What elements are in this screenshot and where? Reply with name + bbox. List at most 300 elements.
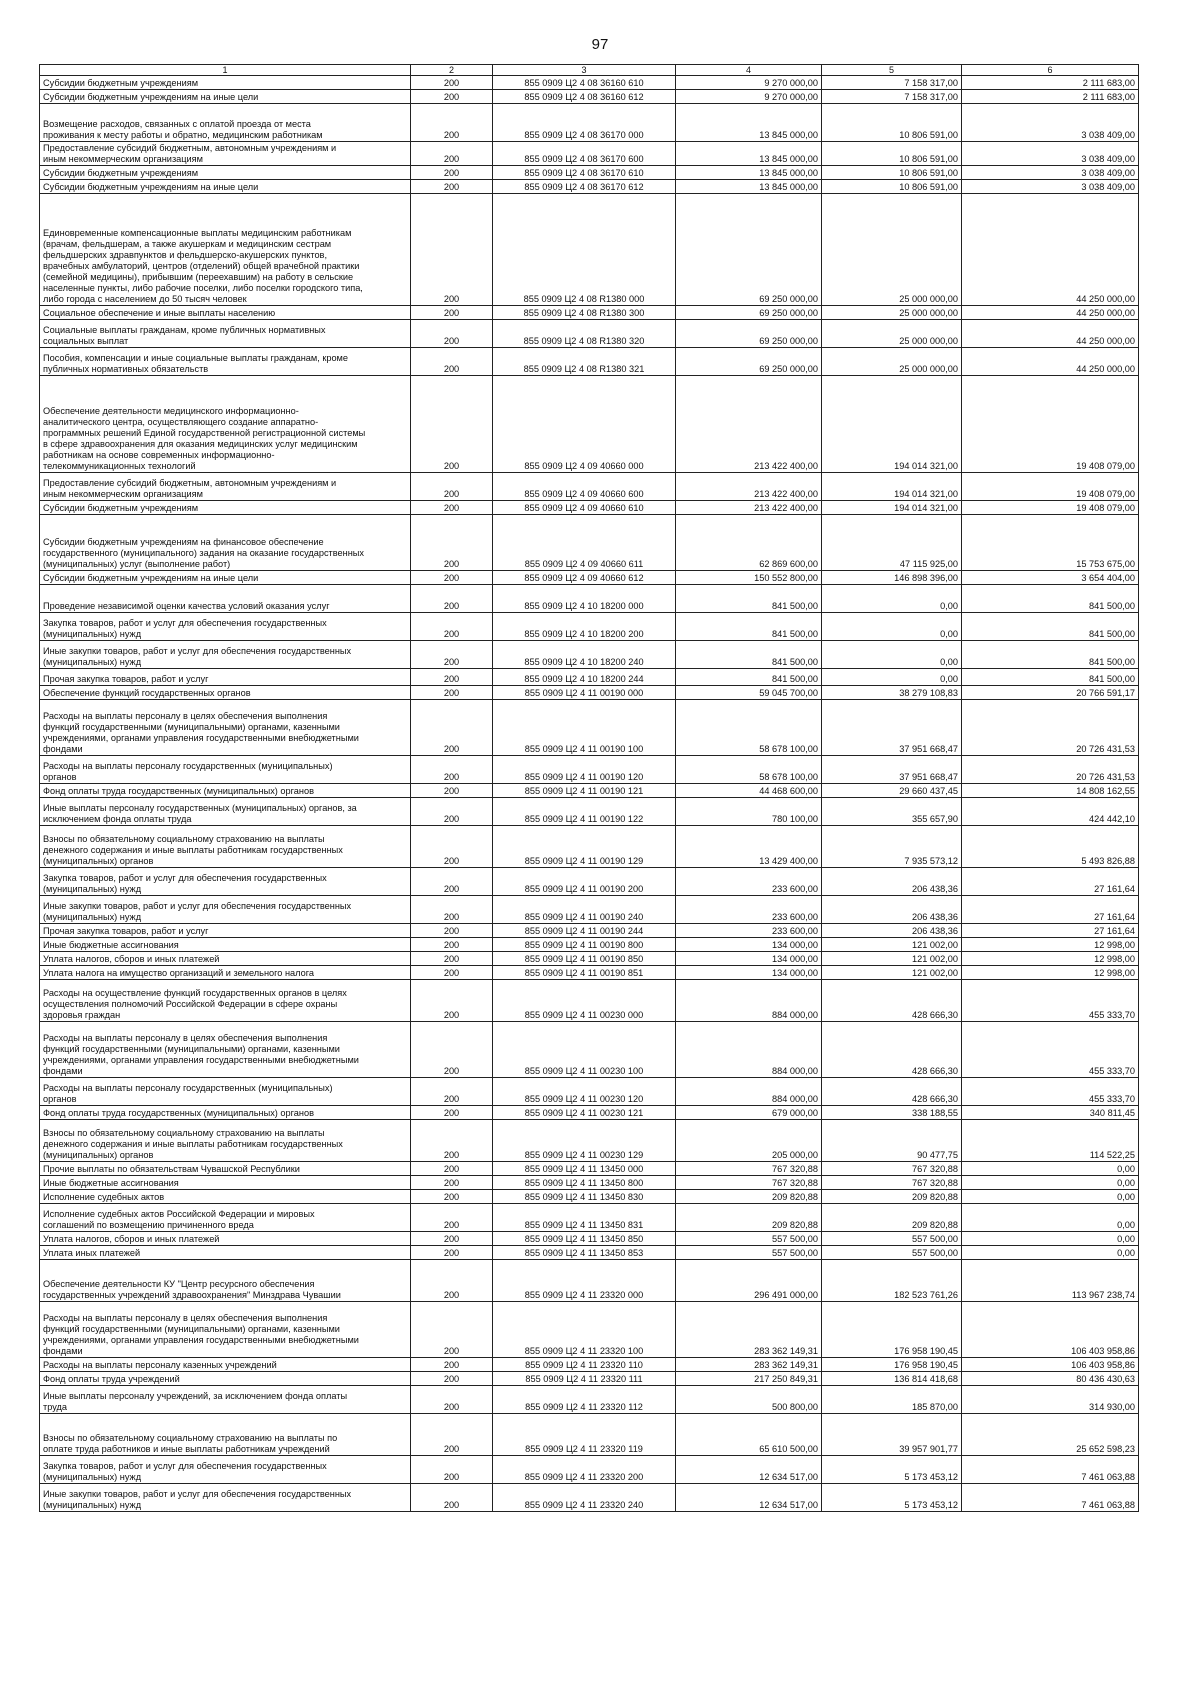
row-name-cell: Субсидии бюджетным учреждениям на финансовое обеспечение государственного (муниципального) задания на оказание государственных (муниципальных) услуг (выполнение работ) <box>40 515 411 571</box>
row-column2-cell: 200 <box>411 142 493 166</box>
row-column5-cell: 136 814 418,68 <box>822 1372 962 1386</box>
row-column6-cell: 424 442,10 <box>962 798 1139 826</box>
row-column6-cell: 841 500,00 <box>962 585 1139 613</box>
row-name-cell: Пособия, компенсации и иные социальные выплаты гражданам, кроме публичных нормативных обязательств <box>40 348 411 376</box>
row-name-cell: Проведение независимой оценки качества условий оказания услуг <box>40 585 411 613</box>
row-column5-cell: 176 958 190,45 <box>822 1358 962 1372</box>
row-column6-cell: 3 038 409,00 <box>962 104 1139 142</box>
row-code-cell: 855 0909 Ц2 4 11 13450 850 <box>493 1232 676 1246</box>
row-column4-cell: 13 845 000,00 <box>676 104 822 142</box>
row-code-cell: 855 0909 Ц2 4 11 00230 129 <box>493 1120 676 1162</box>
row-code-cell: 855 0909 Ц2 4 08 36160 612 <box>493 90 676 104</box>
row-code-cell: 855 0909 Ц2 4 11 23320 119 <box>493 1414 676 1456</box>
row-column6-cell: 455 333,70 <box>962 1022 1139 1078</box>
table-row <box>40 571 1139 585</box>
table-row <box>40 686 1139 700</box>
row-column6-cell: 20 726 431,53 <box>962 756 1139 784</box>
row-column5-cell: 0,00 <box>822 669 962 686</box>
row-code-cell: 855 0909 Ц2 4 11 00190 240 <box>493 896 676 924</box>
row-code-cell: 855 0909 Ц2 4 10 18200 240 <box>493 641 676 669</box>
row-name-cell: Субсидии бюджетным учреждениям на иные цели <box>40 90 411 104</box>
row-code-cell: 855 0909 Ц2 4 11 00190 121 <box>493 784 676 798</box>
header-row <box>40 65 1139 76</box>
row-column6-cell: 455 333,70 <box>962 980 1139 1022</box>
row-column4-cell: 296 491 000,00 <box>676 1260 822 1302</box>
row-column6-cell: 106 403 958,86 <box>962 1302 1139 1358</box>
row-column2-cell: 200 <box>411 938 493 952</box>
row-column4-cell: 557 500,00 <box>676 1232 822 1246</box>
row-column4-cell: 13 429 400,00 <box>676 826 822 868</box>
row-column2-cell: 200 <box>411 868 493 896</box>
row-column4-cell: 12 634 517,00 <box>676 1484 822 1512</box>
row-column6-cell: 0,00 <box>962 1162 1139 1176</box>
row-column4-cell: 69 250 000,00 <box>676 320 822 348</box>
row-name-cell: Иные закупки товаров, работ и услуг для обеспечения государственных (муниципальных) нужд <box>40 1484 411 1512</box>
row-column5-cell: 7 158 317,00 <box>822 90 962 104</box>
row-column2-cell: 200 <box>411 700 493 756</box>
row-column5-cell: 557 500,00 <box>822 1246 962 1260</box>
row-column5-cell: 209 820,88 <box>822 1190 962 1204</box>
row-column4-cell: 841 500,00 <box>676 641 822 669</box>
row-column5-cell: 182 523 761,26 <box>822 1260 962 1302</box>
row-column2-cell: 200 <box>411 613 493 641</box>
row-column5-cell: 0,00 <box>822 641 962 669</box>
row-column5-cell: 0,00 <box>822 613 962 641</box>
row-column2-cell: 200 <box>411 90 493 104</box>
row-code-cell: 855 0909 Ц2 4 11 00190 851 <box>493 966 676 980</box>
row-column4-cell: 884 000,00 <box>676 980 822 1022</box>
row-column2-cell: 200 <box>411 966 493 980</box>
row-name-cell: Предоставление субсидий бюджетным, автономным учреждениям и иным некоммерческим организациям <box>40 142 411 166</box>
row-name-cell: Субсидии бюджетным учреждениям <box>40 166 411 180</box>
row-column4-cell: 58 678 100,00 <box>676 756 822 784</box>
row-column5-cell: 185 870,00 <box>822 1386 962 1414</box>
row-column2-cell: 200 <box>411 1414 493 1456</box>
row-name-cell: Иные закупки товаров, работ и услуг для обеспечения государственных (муниципальных) нужд <box>40 641 411 669</box>
row-column4-cell: 557 500,00 <box>676 1246 822 1260</box>
row-name-cell: Закупка товаров, работ и услуг для обеспечения государственных (муниципальных) нужд <box>40 1456 411 1484</box>
table-row <box>40 1120 1139 1162</box>
row-column6-cell: 12 998,00 <box>962 938 1139 952</box>
row-column4-cell: 44 468 600,00 <box>676 784 822 798</box>
row-code-cell: 855 0909 Ц2 4 11 13450 800 <box>493 1176 676 1190</box>
row-column2-cell: 200 <box>411 826 493 868</box>
row-column5-cell: 121 002,00 <box>822 952 962 966</box>
row-column5-cell: 10 806 591,00 <box>822 104 962 142</box>
row-name-cell: Исполнение судебных актов Российской Федерации и мировых соглашений по возмещению причиненного вреда <box>40 1204 411 1232</box>
row-column6-cell: 314 930,00 <box>962 1386 1139 1414</box>
table-row <box>40 980 1139 1022</box>
row-code-cell: 855 0909 Ц2 4 08 R1380 321 <box>493 348 676 376</box>
row-column5-cell: 121 002,00 <box>822 966 962 980</box>
row-column2-cell: 200 <box>411 1204 493 1232</box>
row-column6-cell: 3 038 409,00 <box>962 142 1139 166</box>
row-code-cell: 855 0909 Ц2 4 08 36170 610 <box>493 166 676 180</box>
row-name-cell: Иные закупки товаров, работ и услуг для обеспечения государственных (муниципальных) нужд <box>40 896 411 924</box>
row-column5-cell: 10 806 591,00 <box>822 142 962 166</box>
row-code-cell: 855 0909 Ц2 4 11 00190 000 <box>493 686 676 700</box>
row-column6-cell: 20 766 591,17 <box>962 686 1139 700</box>
row-column5-cell: 7 935 573,12 <box>822 826 962 868</box>
row-column6-cell: 2 111 683,00 <box>962 76 1139 90</box>
row-column5-cell: 38 279 108,83 <box>822 686 962 700</box>
table-row <box>40 1162 1139 1176</box>
row-column4-cell: 65 610 500,00 <box>676 1414 822 1456</box>
row-column2-cell: 200 <box>411 194 493 306</box>
row-column4-cell: 767 320,88 <box>676 1162 822 1176</box>
row-column5-cell: 206 438,36 <box>822 924 962 938</box>
row-column6-cell: 14 808 162,55 <box>962 784 1139 798</box>
row-column2-cell: 200 <box>411 76 493 90</box>
row-column4-cell: 500 800,00 <box>676 1386 822 1414</box>
row-column6-cell: 44 250 000,00 <box>962 194 1139 306</box>
row-column2-cell: 200 <box>411 669 493 686</box>
row-name-cell: Единовременные компенсационные выплаты медицинским работникам (врачам, фельдшерам, а также акушеркам и медицинским сестрам фельдшерских здравпунктов и фельдшерско-акушерских пунктов, врачебных амбулаторий, центров (отделений) общей врачебной практики (семейной медицины), прибывшим (переехавшим) на работу в сельские населенные пункты, либо рабочие поселки, либо поселки городского типа, либо города с населением до 50 тысяч человек <box>40 194 411 306</box>
row-name-cell: Прочая закупка товаров, работ и услуг <box>40 924 411 938</box>
row-column2-cell: 200 <box>411 1358 493 1372</box>
row-column5-cell: 39 957 901,77 <box>822 1414 962 1456</box>
row-code-cell: 855 0909 Ц2 4 11 00230 121 <box>493 1106 676 1120</box>
row-column6-cell: 340 811,45 <box>962 1106 1139 1120</box>
table-row <box>40 952 1139 966</box>
row-column2-cell: 200 <box>411 1190 493 1204</box>
row-code-cell: 855 0909 Ц2 4 11 00190 244 <box>493 924 676 938</box>
row-name-cell: Возмещение расходов, связанных с оплатой проезда от места проживания к месту работы и обратно, медицинским работникам <box>40 104 411 142</box>
row-column2-cell: 200 <box>411 104 493 142</box>
row-column6-cell: 0,00 <box>962 1190 1139 1204</box>
column-header: 2 <box>411 65 493 76</box>
row-column6-cell: 114 522,25 <box>962 1120 1139 1162</box>
row-code-cell: 855 0909 Ц2 4 08 36170 612 <box>493 180 676 194</box>
row-code-cell: 855 0909 Ц2 4 11 00190 800 <box>493 938 676 952</box>
column-header: 5 <box>822 65 962 76</box>
row-name-cell: Предоставление субсидий бюджетным, автономным учреждениям и иным некоммерческим организациям <box>40 473 411 501</box>
row-code-cell: 855 0909 Ц2 4 11 00190 100 <box>493 700 676 756</box>
row-name-cell: Субсидии бюджетным учреждениям на иные цели <box>40 180 411 194</box>
row-code-cell: 855 0909 Ц2 4 10 18200 200 <box>493 613 676 641</box>
row-column6-cell: 20 726 431,53 <box>962 700 1139 756</box>
row-name-cell: Уплата иных платежей <box>40 1246 411 1260</box>
row-code-cell: 855 0909 Ц2 4 11 00190 200 <box>493 868 676 896</box>
row-column5-cell: 37 951 668,47 <box>822 756 962 784</box>
row-column5-cell: 29 660 437,45 <box>822 784 962 798</box>
row-column2-cell: 200 <box>411 686 493 700</box>
row-code-cell: 855 0909 Ц2 4 11 00190 122 <box>493 798 676 826</box>
row-column4-cell: 9 270 000,00 <box>676 90 822 104</box>
row-column4-cell: 58 678 100,00 <box>676 700 822 756</box>
row-column4-cell: 679 000,00 <box>676 1106 822 1120</box>
row-column2-cell: 200 <box>411 924 493 938</box>
row-name-cell: Уплата налогов, сборов и иных платежей <box>40 1232 411 1246</box>
row-column5-cell: 338 188,55 <box>822 1106 962 1120</box>
table-row <box>40 376 1139 473</box>
row-column5-cell: 206 438,36 <box>822 896 962 924</box>
table-row <box>40 1484 1139 1512</box>
table-row <box>40 1386 1139 1414</box>
row-name-cell: Расходы на выплаты персоналу в целях обеспечения выполнения функций государственными (муниципальными) органами, казенными учреждениями, органами управления государственными внебюджетными фондами <box>40 700 411 756</box>
row-column4-cell: 767 320,88 <box>676 1176 822 1190</box>
row-column5-cell: 0,00 <box>822 585 962 613</box>
table-row <box>40 700 1139 756</box>
row-column6-cell: 19 408 079,00 <box>962 473 1139 501</box>
row-column4-cell: 150 552 800,00 <box>676 571 822 585</box>
row-column5-cell: 176 958 190,45 <box>822 1302 962 1358</box>
row-column2-cell: 200 <box>411 1372 493 1386</box>
row-code-cell: 855 0909 Ц2 4 08 36170 600 <box>493 142 676 166</box>
row-column4-cell: 9 270 000,00 <box>676 76 822 90</box>
table-row <box>40 1022 1139 1078</box>
row-code-cell: 855 0909 Ц2 4 11 23320 111 <box>493 1372 676 1386</box>
table-row <box>40 924 1139 938</box>
row-column5-cell: 47 115 925,00 <box>822 515 962 571</box>
row-column4-cell: 233 600,00 <box>676 868 822 896</box>
row-name-cell: Субсидии бюджетным учреждениям на иные цели <box>40 571 411 585</box>
row-column5-cell: 37 951 668,47 <box>822 700 962 756</box>
row-code-cell: 855 0909 Ц2 4 10 18200 000 <box>493 585 676 613</box>
row-column4-cell: 841 500,00 <box>676 669 822 686</box>
row-name-cell: Иные выплаты персоналу учреждений, за исключением фонда оплаты труда <box>40 1386 411 1414</box>
row-column5-cell: 7 158 317,00 <box>822 76 962 90</box>
row-column4-cell: 283 362 149,31 <box>676 1358 822 1372</box>
row-column6-cell: 0,00 <box>962 1204 1139 1232</box>
column-header: 1 <box>40 65 411 76</box>
row-column4-cell: 12 634 517,00 <box>676 1456 822 1484</box>
row-code-cell: 855 0909 Ц2 4 11 23320 000 <box>493 1260 676 1302</box>
row-column5-cell: 767 320,88 <box>822 1162 962 1176</box>
table-row <box>40 613 1139 641</box>
row-column5-cell: 10 806 591,00 <box>822 180 962 194</box>
table-row <box>40 1414 1139 1456</box>
table-row <box>40 641 1139 669</box>
row-column6-cell: 3 654 404,00 <box>962 571 1139 585</box>
row-column2-cell: 200 <box>411 784 493 798</box>
row-code-cell: 855 0909 Ц2 4 11 23320 100 <box>493 1302 676 1358</box>
row-column5-cell: 355 657,90 <box>822 798 962 826</box>
table-row <box>40 1246 1139 1260</box>
row-code-cell: 855 0909 Ц2 4 11 23320 110 <box>493 1358 676 1372</box>
row-name-cell: Субсидии бюджетным учреждениям <box>40 501 411 515</box>
row-column4-cell: 233 600,00 <box>676 896 822 924</box>
row-column5-cell: 206 438,36 <box>822 868 962 896</box>
row-name-cell: Расходы на выплаты персоналу государственных (муниципальных) органов <box>40 1078 411 1106</box>
row-column2-cell: 200 <box>411 798 493 826</box>
row-column2-cell: 200 <box>411 1456 493 1484</box>
table-row <box>40 320 1139 348</box>
row-name-cell: Уплата налогов, сборов и иных платежей <box>40 952 411 966</box>
row-column5-cell: 767 320,88 <box>822 1176 962 1190</box>
row-column2-cell: 200 <box>411 1078 493 1106</box>
budget-table <box>39 64 1139 1512</box>
row-column2-cell: 200 <box>411 320 493 348</box>
row-column5-cell: 5 173 453,12 <box>822 1456 962 1484</box>
row-name-cell: Закупка товаров, работ и услуг для обеспечения государственных (муниципальных) нужд <box>40 868 411 896</box>
row-column6-cell: 27 161,64 <box>962 924 1139 938</box>
row-name-cell: Взносы по обязательному социальному страхованию на выплаты по оплате труда работников и иные выплаты работникам учреждений <box>40 1414 411 1456</box>
row-code-cell: 855 0909 Ц2 4 11 00230 100 <box>493 1022 676 1078</box>
row-code-cell: 855 0909 Ц2 4 09 40660 000 <box>493 376 676 473</box>
row-name-cell: Расходы на выплаты персоналу казенных учреждений <box>40 1358 411 1372</box>
row-column4-cell: 13 845 000,00 <box>676 142 822 166</box>
row-column6-cell: 2 111 683,00 <box>962 90 1139 104</box>
row-column2-cell: 200 <box>411 1106 493 1120</box>
table-row <box>40 1456 1139 1484</box>
row-column4-cell: 213 422 400,00 <box>676 501 822 515</box>
row-name-cell: Исполнение судебных актов <box>40 1190 411 1204</box>
row-column5-cell: 428 666,30 <box>822 1022 962 1078</box>
row-column6-cell: 3 038 409,00 <box>962 180 1139 194</box>
table-row <box>40 1078 1139 1106</box>
row-column5-cell: 557 500,00 <box>822 1232 962 1246</box>
row-code-cell: 855 0909 Ц2 4 11 13450 000 <box>493 1162 676 1176</box>
row-column4-cell: 13 845 000,00 <box>676 180 822 194</box>
row-column4-cell: 62 869 600,00 <box>676 515 822 571</box>
row-column4-cell: 59 045 700,00 <box>676 686 822 700</box>
row-column5-cell: 428 666,30 <box>822 1078 962 1106</box>
row-column6-cell: 27 161,64 <box>962 868 1139 896</box>
row-column6-cell: 0,00 <box>962 1232 1139 1246</box>
table-row <box>40 1190 1139 1204</box>
row-column5-cell: 194 014 321,00 <box>822 473 962 501</box>
row-column4-cell: 13 845 000,00 <box>676 166 822 180</box>
row-column2-cell: 200 <box>411 473 493 501</box>
row-name-cell: Иные бюджетные ассигнования <box>40 1176 411 1190</box>
row-name-cell: Фонд оплаты труда учреждений <box>40 1372 411 1386</box>
table-row <box>40 1358 1139 1372</box>
row-column4-cell: 283 362 149,31 <box>676 1302 822 1358</box>
row-code-cell: 855 0909 Ц2 4 09 40660 600 <box>493 473 676 501</box>
row-name-cell: Прочая закупка товаров, работ и услуг <box>40 669 411 686</box>
row-column5-cell: 194 014 321,00 <box>822 501 962 515</box>
row-column4-cell: 841 500,00 <box>676 613 822 641</box>
row-column2-cell: 200 <box>411 1162 493 1176</box>
row-column5-cell: 146 898 396,00 <box>822 571 962 585</box>
table-row <box>40 669 1139 686</box>
row-column2-cell: 200 <box>411 1386 493 1414</box>
table-row <box>40 798 1139 826</box>
row-column6-cell: 15 753 675,00 <box>962 515 1139 571</box>
row-column6-cell: 113 967 238,74 <box>962 1260 1139 1302</box>
row-column6-cell: 5 493 826,88 <box>962 826 1139 868</box>
row-column2-cell: 200 <box>411 1120 493 1162</box>
table-row <box>40 868 1139 896</box>
row-column6-cell: 0,00 <box>962 1246 1139 1260</box>
row-column5-cell: 25 000 000,00 <box>822 306 962 320</box>
row-code-cell: 855 0909 Ц2 4 11 23320 200 <box>493 1456 676 1484</box>
row-column2-cell: 200 <box>411 1022 493 1078</box>
row-column2-cell: 200 <box>411 571 493 585</box>
row-column2-cell: 200 <box>411 1176 493 1190</box>
row-column5-cell: 90 477,75 <box>822 1120 962 1162</box>
row-column4-cell: 134 000,00 <box>676 952 822 966</box>
table-row <box>40 1260 1139 1302</box>
row-code-cell: 855 0909 Ц2 4 11 00230 120 <box>493 1078 676 1106</box>
row-name-cell: Иные бюджетные ассигнования <box>40 938 411 952</box>
row-column6-cell: 0,00 <box>962 1176 1139 1190</box>
row-column2-cell: 200 <box>411 641 493 669</box>
row-name-cell: Прочие выплаты по обязательствам Чувашской Республики <box>40 1162 411 1176</box>
row-code-cell: 855 0909 Ц2 4 11 00190 129 <box>493 826 676 868</box>
column-header: 4 <box>676 65 822 76</box>
row-code-cell: 855 0909 Ц2 4 09 40660 612 <box>493 571 676 585</box>
row-name-cell: Уплата налога на имущество организаций и земельного налога <box>40 966 411 980</box>
row-name-cell: Взносы по обязательному социальному страхованию на выплаты денежного содержания и иные выплаты работникам государственных (муниципальных) органов <box>40 1120 411 1162</box>
row-column6-cell: 19 408 079,00 <box>962 376 1139 473</box>
row-column6-cell: 44 250 000,00 <box>962 306 1139 320</box>
row-column6-cell: 106 403 958,86 <box>962 1358 1139 1372</box>
table-row <box>40 826 1139 868</box>
table-row <box>40 966 1139 980</box>
row-code-cell: 855 0909 Ц2 4 11 00230 000 <box>493 980 676 1022</box>
row-column2-cell: 200 <box>411 952 493 966</box>
row-column6-cell: 80 436 430,63 <box>962 1372 1139 1386</box>
column-header: 3 <box>493 65 676 76</box>
row-column5-cell: 25 000 000,00 <box>822 194 962 306</box>
table-row <box>40 76 1139 90</box>
table-row <box>40 142 1139 166</box>
page-number: 97 <box>591 36 609 53</box>
table-row <box>40 585 1139 613</box>
row-column6-cell: 12 998,00 <box>962 952 1139 966</box>
row-column4-cell: 780 100,00 <box>676 798 822 826</box>
row-column2-cell: 200 <box>411 501 493 515</box>
row-column4-cell: 884 000,00 <box>676 1078 822 1106</box>
row-column4-cell: 209 820,88 <box>676 1190 822 1204</box>
row-column6-cell: 19 408 079,00 <box>962 501 1139 515</box>
row-column2-cell: 200 <box>411 348 493 376</box>
row-column6-cell: 25 652 598,23 <box>962 1414 1139 1456</box>
row-column4-cell: 884 000,00 <box>676 1022 822 1078</box>
row-name-cell: Взносы по обязательному социальному страхованию на выплаты денежного содержания и иные выплаты работникам государственных (муниципальных) органов <box>40 826 411 868</box>
table-row <box>40 756 1139 784</box>
row-column4-cell: 69 250 000,00 <box>676 306 822 320</box>
row-column2-cell: 200 <box>411 1302 493 1358</box>
row-code-cell: 855 0909 Ц2 4 08 R1380 300 <box>493 306 676 320</box>
row-column5-cell: 194 014 321,00 <box>822 376 962 473</box>
row-code-cell: 855 0909 Ц2 4 11 13450 853 <box>493 1246 676 1260</box>
row-column2-cell: 200 <box>411 896 493 924</box>
column-header: 6 <box>962 65 1139 76</box>
table-row <box>40 1106 1139 1120</box>
row-column2-cell: 200 <box>411 980 493 1022</box>
table-row <box>40 348 1139 376</box>
table-row <box>40 1176 1139 1190</box>
row-column4-cell: 134 000,00 <box>676 938 822 952</box>
row-column6-cell: 7 461 063,88 <box>962 1456 1139 1484</box>
row-column5-cell: 209 820,88 <box>822 1204 962 1232</box>
table-row <box>40 166 1139 180</box>
table-row <box>40 938 1139 952</box>
table-body <box>40 76 1139 1512</box>
row-column4-cell: 69 250 000,00 <box>676 348 822 376</box>
table-row <box>40 1232 1139 1246</box>
row-code-cell: 855 0909 Ц2 4 11 00190 120 <box>493 756 676 784</box>
row-name-cell: Расходы на выплаты персоналу в целях обеспечения выполнения функций государственными (муниципальными) органами, казенными учреждениями, органами управления государственными внебюджетными фондами <box>40 1022 411 1078</box>
table-row <box>40 896 1139 924</box>
row-name-cell: Расходы на выплаты персоналу государственных (муниципальных) органов <box>40 756 411 784</box>
row-column6-cell: 27 161,64 <box>962 896 1139 924</box>
row-column2-cell: 200 <box>411 1246 493 1260</box>
row-name-cell: Расходы на осуществление функций государственных органов в целях осуществления полномочий Российской Федерации в сфере охраны здоровья граждан <box>40 980 411 1022</box>
row-name-cell: Обеспечение деятельности медицинского информационно- аналитического центра, осуществляющего создание аппаратно- программных решений Единой государственной регистрационной системы в сфере здравоохранения для оказания медицинских услуг медицинским работникам на основе современных информационно- телекоммуникационных технологий <box>40 376 411 473</box>
row-code-cell: 855 0909 Ц2 4 09 40660 611 <box>493 515 676 571</box>
row-code-cell: 855 0909 Ц2 4 08 R1380 320 <box>493 320 676 348</box>
row-column6-cell: 44 250 000,00 <box>962 348 1139 376</box>
row-column2-cell: 200 <box>411 515 493 571</box>
table-row <box>40 1204 1139 1232</box>
table-row <box>40 306 1139 320</box>
row-column4-cell: 233 600,00 <box>676 924 822 938</box>
row-name-cell: Иные выплаты персоналу государственных (муниципальных) органов, за исключением фонда оплаты труда <box>40 798 411 826</box>
